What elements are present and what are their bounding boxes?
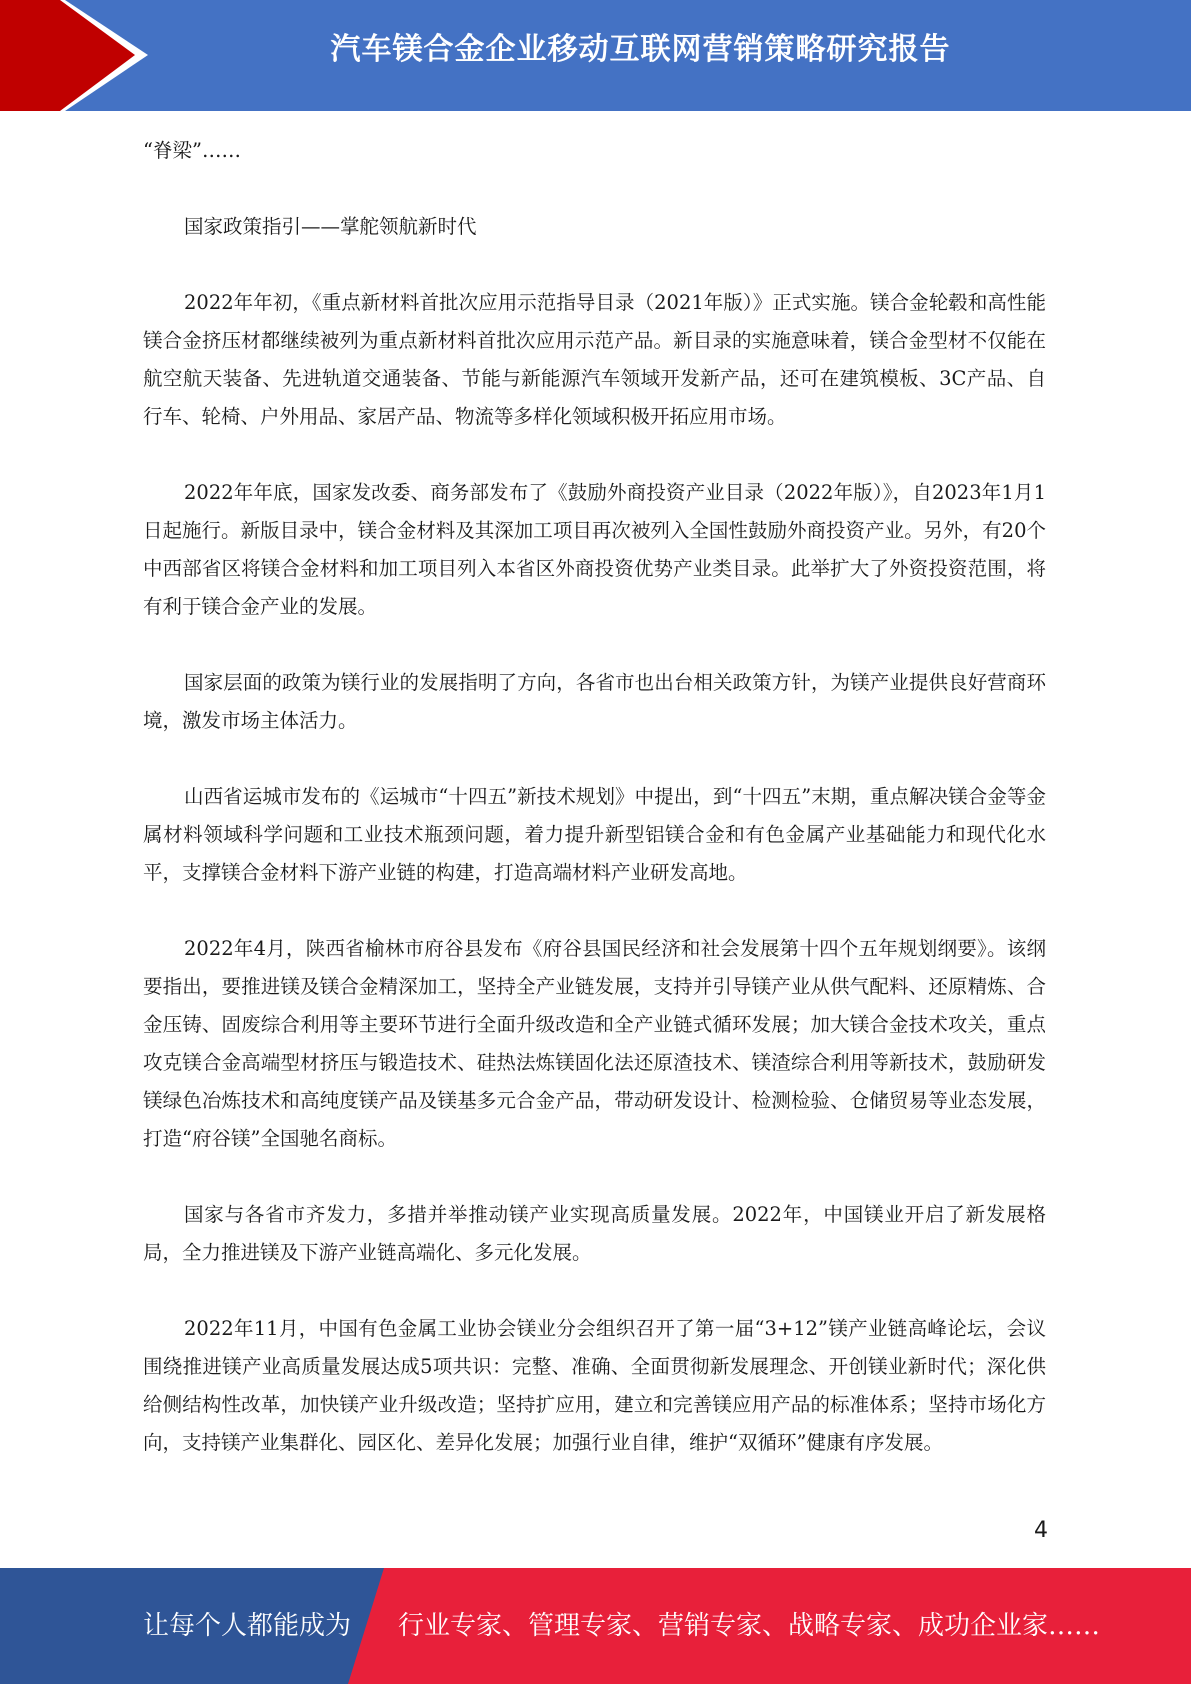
- paragraph: 2022年4月，陕西省榆林市府谷县发布《府谷县国民经济和社会发展第十四个五年规划纲要》。该纲要指出，要推进镁及镁合金精深加工，坚持全产业链发展，支持并引导镁产业从供气配料、还原精炼、合金压铸、固废综合利用等主要环节进行全面升级改造和全产业链式循环发展；加大镁合金技术攻关，重点攻克镁合金高端型材挤压与锻造技术、硅热法炼镁固化法还原渣技术、镁渣综合利用等新技术，鼓励研发镁绿色冶炼技术和高纯度镁产品及镁基多元合金产品，带动研发设计、检测检验、仓储贸易等业态发展，打造“府谷镁”全国驰名商标。: [143, 937, 1046, 1150]
- paragraph: 国家与各省市齐发力，多措并举推动镁产业实现高质量发展。2022年，中国镁业开启了新发展格局，全力推进镁及下游产业链高端化、多元化发展。: [143, 1203, 1046, 1264]
- paragraph: 山西省运城市发布的《运城市“十四五”新技术规划》中提出，到“十四五”末期，重点解决镁合金等金属材料领域科学问题和工业技术瓶颈问题，着力提升新型铝镁合金和有色金属产业基础能力和现代化水平，支撑镁合金材料下游产业链的构建，打造高端材料产业研发高地。: [143, 785, 1046, 884]
- red-chevron-arrow-icon: [0, 0, 160, 111]
- footer-slogan-right: 行业专家、管理专家、营销专家、战略专家、成功企业家……: [398, 1611, 1101, 1641]
- report-body: [143, 132, 1046, 1462]
- document-title: 汽车镁合金企业移动互联网营销策略研究报告: [330, 32, 951, 67]
- paragraph: 2022年年初，《重点新材料首批次应用示范指导目录（2021年版）》正式实施。镁合金轮毂和高性能镁合金挤压材都继续被列为重点新材料首批次应用示范产品。新目录的实施意味着，镁合金型材不仅能在航空航天装备、先进轨道交通装备、节能与新能源汽车领域开发新产品，还可在建筑模板、3C产品、自行车、轮椅、户外用品、家居产品、物流等多样化领域积极开拓应用市场。: [143, 291, 1046, 428]
- header-banner: [0, 0, 1191, 111]
- page-number: 4: [1034, 1518, 1048, 1543]
- paragraph: 国家层面的政策为镁行业的发展指明了方向，各省市也出台相关政策方针，为镁产业提供良好营商环境，激发市场主体活力。: [143, 671, 1046, 732]
- paragraph-continuation: “脊梁”……: [143, 139, 241, 162]
- paragraph: 2022年11月，中国有色金属工业协会镁业分会组织召开了第一届“3+12”镁产业链高峰论坛，会议围绕推进镁产业高质量发展达成5项共识：完整、准确、全面贯彻新发展理念、开创镁业新时代；深化供给侧结构性改革，加快镁产业升级改造；坚持扩应用，建立和完善镁应用产品的标准体系；坚持市场化方向，支持镁产业集群化、园区化、差异化发展；加强行业自律，维护“双循环”健康有序发展。: [143, 1317, 1046, 1454]
- footer-slogan-left: 让每个人都能成为: [143, 1611, 352, 1641]
- paragraph: 2022年年底，国家发改委、商务部发布了《鼓励外商投资产业目录（2022年版）》，自2023年1月1日起施行。新版目录中，镁合金材料及其深加工项目再次被列入全国性鼓励外商投资产业。另外，有20个中西部省区将镁合金材料和加工项目列入本省区外商投资优势产业类目录。此举扩大了外资投资范围，将有利于镁合金产业的发展。: [143, 481, 1046, 618]
- footer-banner: [0, 1568, 1191, 1684]
- section-heading: 国家政策指引——掌舵领航新时代: [184, 215, 477, 238]
